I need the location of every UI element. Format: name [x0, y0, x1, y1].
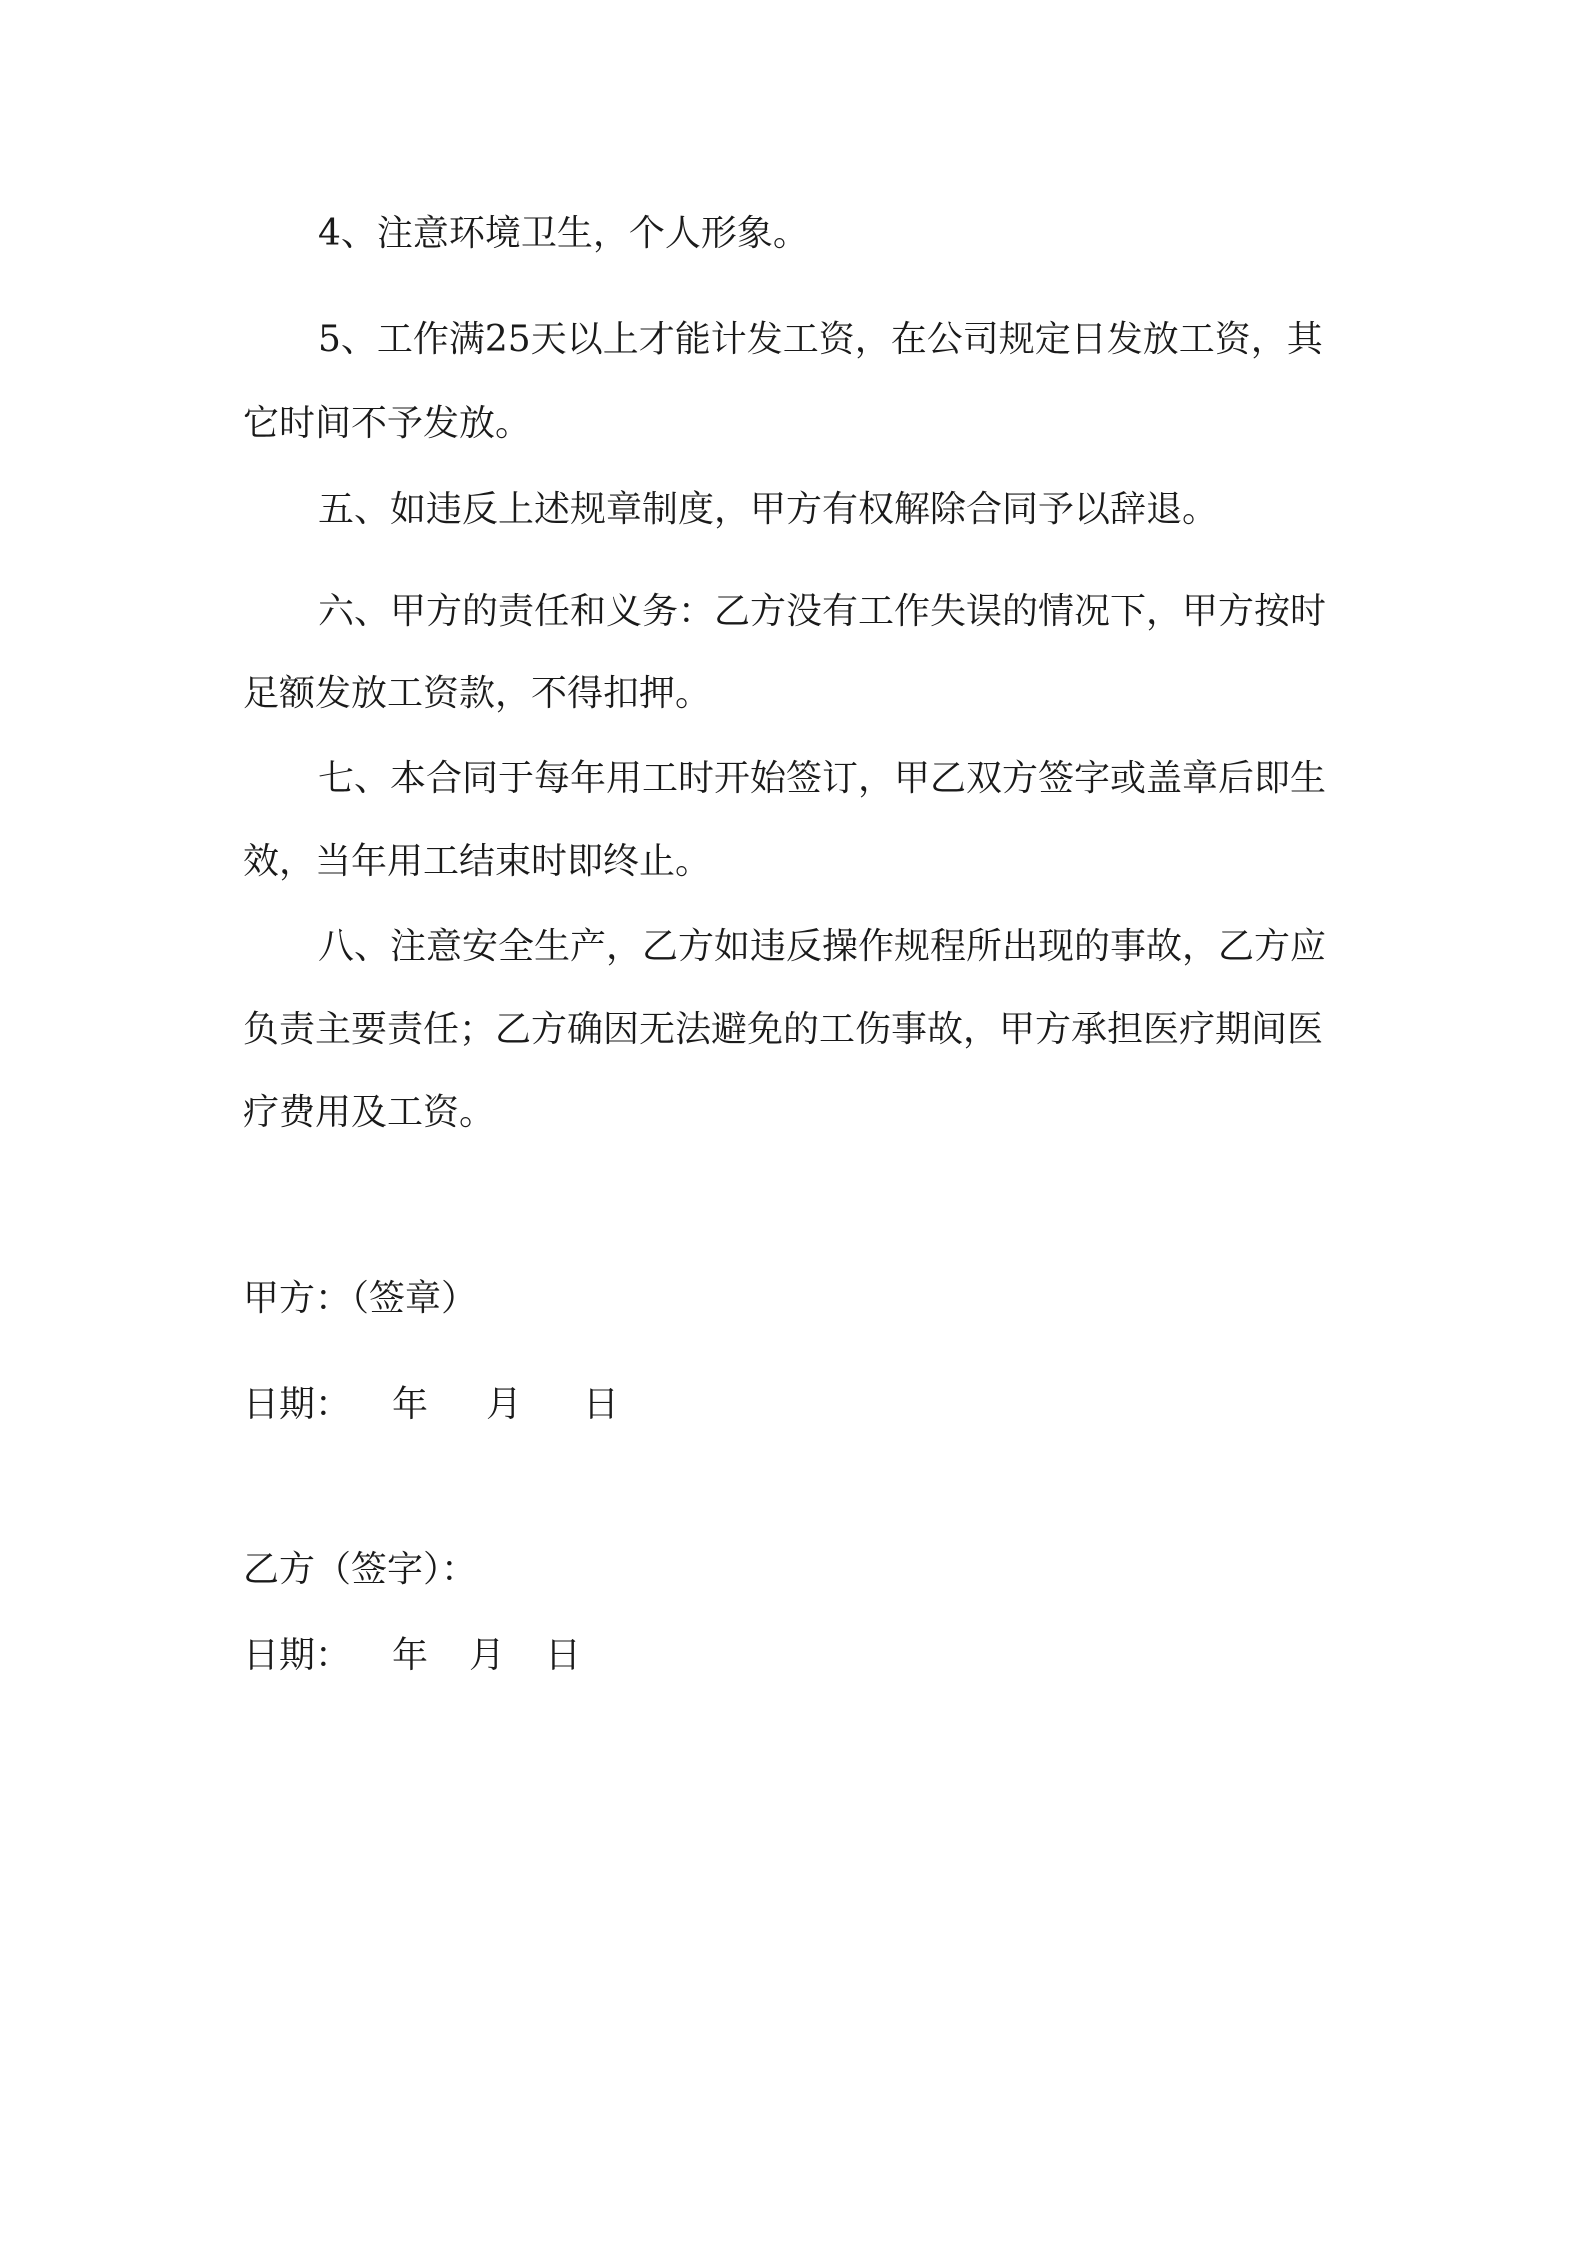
clause-six-line-1: 六、甲方的责任和义务：乙方没有工作失误的情况下，甲方按时 [318, 591, 1327, 632]
clause-5-line-1: 5、工作满25天以上才能计发工资，在公司规定日发放工资，其 [318, 319, 1323, 360]
party-b-date-day: 日 [545, 1635, 582, 1676]
clause-4-line-1: 4、注意环境卫生，个人形象。 [318, 213, 809, 254]
party-a-date-month: 月 [486, 1384, 523, 1425]
clause-five-line-1: 五、如违反上述规章制度，甲方有权解除合同予以辞退。 [318, 489, 1219, 530]
party-b-date-label: 日期： [243, 1635, 352, 1676]
clause-six-line-2: 足额发放工资款，不得扣押。 [243, 673, 712, 714]
party-b-signature-label: 乙方（签字）： [243, 1549, 478, 1590]
clause-seven-line-1: 七、本合同于每年用工时开始签订，甲乙双方签字或盖章后即生 [318, 758, 1327, 799]
party-a-signature-label: 甲方：（签章） [243, 1278, 478, 1319]
party-a-date-label: 日期： [243, 1384, 352, 1425]
party-a-date-day: 日 [583, 1384, 620, 1425]
clause-eight-line-2: 负责主要责任；乙方确因无法避免的工伤事故，甲方承担医疗期间医 [243, 1009, 1324, 1050]
party-a-date-year: 年 [392, 1384, 429, 1425]
party-b-date-month: 月 [469, 1635, 506, 1676]
party-b-date-year: 年 [392, 1635, 429, 1676]
clause-eight-line-3: 疗费用及工资。 [243, 1092, 496, 1133]
clause-eight-line-1: 八、注意安全生产，乙方如违反操作规程所出现的事故，乙方应 [318, 926, 1327, 967]
clause-seven-line-2: 效，当年用工结束时即终止。 [243, 841, 712, 882]
clause-5-line-2: 它时间不予发放。 [243, 403, 532, 444]
